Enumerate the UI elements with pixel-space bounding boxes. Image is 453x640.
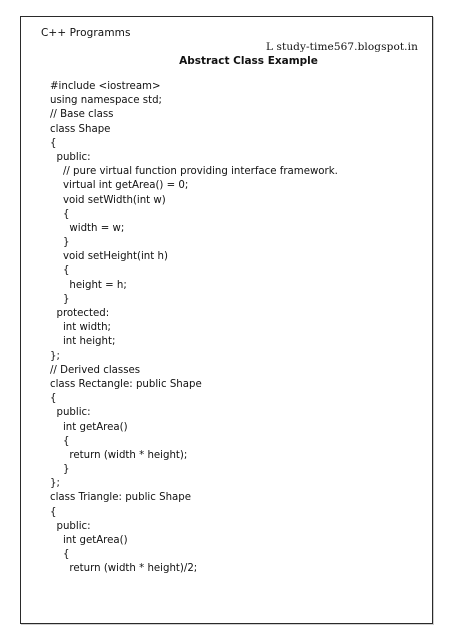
code-line: int getArea() — [50, 421, 128, 433]
code-line: }; — [50, 478, 60, 490]
code-line: public: — [50, 520, 91, 532]
code-line: { — [50, 435, 70, 447]
code-line: { — [50, 208, 70, 220]
code-line: { — [50, 549, 70, 561]
code-line: virtual int getArea() = 0; — [50, 180, 189, 192]
code-line: void setHeight(int h) — [50, 251, 168, 263]
code-line: int getArea() — [50, 535, 128, 546]
code-line: } — [50, 293, 70, 305]
code-line: // Base class — [50, 109, 114, 121]
code-line: return (width * height); — [50, 449, 188, 461]
code-line: return (width * height)/2; — [50, 563, 198, 575]
header-site-label: L study-time567.blogspot.in — [266, 41, 418, 53]
code-line: { — [50, 393, 57, 405]
code-line: } — [50, 237, 70, 249]
code-line: }; — [50, 350, 60, 362]
code-line: { — [50, 137, 57, 149]
code-line: class Rectangle: public Shape — [50, 378, 202, 390]
header-course-label: C++ Programms — [41, 27, 131, 39]
code-line: public: — [50, 151, 91, 163]
code-line: // pure virtual function providing interface framework. — [50, 166, 338, 178]
code-line: } — [50, 464, 70, 476]
code-line: height = h; — [50, 279, 127, 291]
code-line: class Triangle: public Shape — [50, 492, 191, 504]
code-line: public: — [50, 407, 91, 419]
code-line: // Derived classes — [50, 364, 141, 376]
document-title: Abstract Class Example — [179, 55, 318, 67]
code-block — [50, 80, 338, 577]
code-line: void setWidth(int w) — [50, 194, 166, 206]
code-line: { — [50, 265, 70, 277]
code-line: using namespace std; — [50, 95, 162, 107]
code-line: protected: — [50, 308, 110, 319]
code-line: width = w; — [50, 222, 125, 234]
code-line: class Shape — [50, 123, 111, 135]
code-line: { — [50, 506, 57, 518]
code-line: int width; — [50, 322, 111, 334]
code-line: int height; — [50, 336, 116, 348]
code-line: #include <iostream> — [50, 81, 161, 92]
